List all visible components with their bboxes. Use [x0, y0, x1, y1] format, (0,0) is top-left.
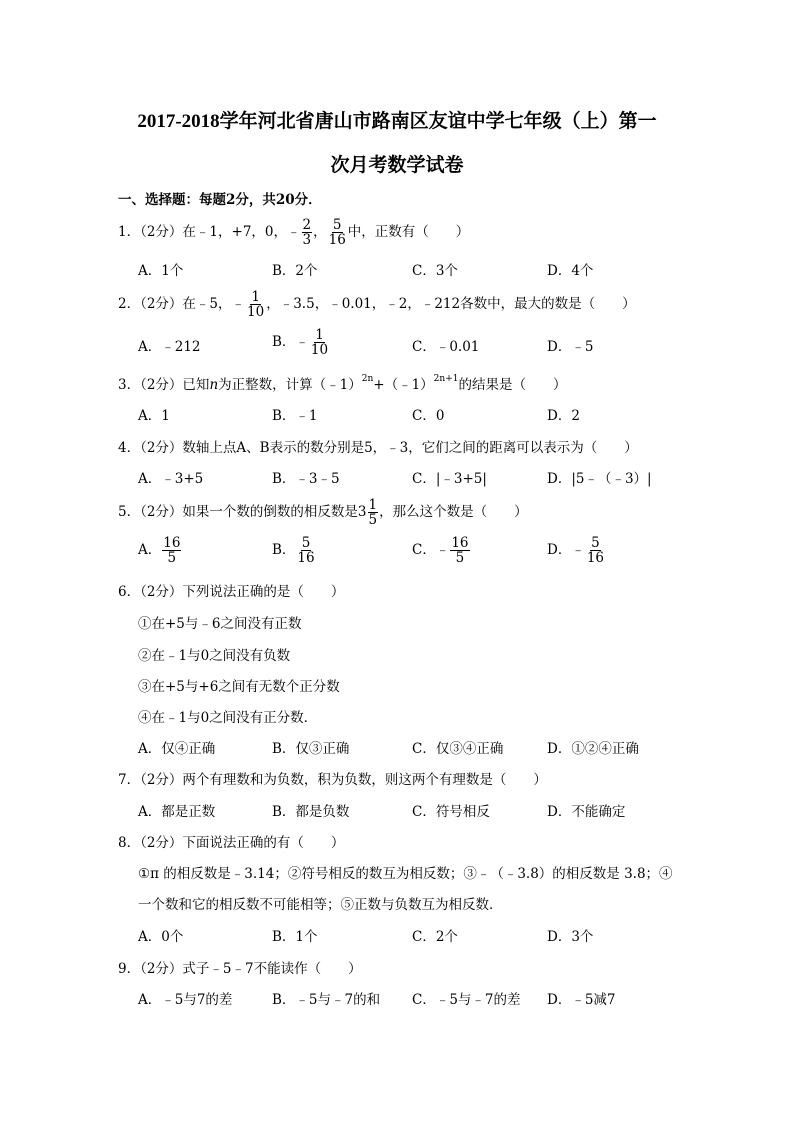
exam-title-line1: 2017-2018学年河北省唐山市路南区友谊中学七年级（上）第一	[137, 111, 657, 132]
q2-option-b	[272, 328, 330, 357]
q2-frac-denominator: 10	[247, 304, 265, 321]
q5-option-a-fraction	[162, 536, 181, 565]
q1-text-before: 1．（2分）在﹣1，+7，0，	[118, 224, 288, 241]
question-2	[118, 290, 636, 319]
question-9: 9．（2分）式子﹣5﹣7不能读作（ ）	[118, 961, 362, 977]
q2-option-c: C．﹣0.01	[412, 339, 480, 355]
q2-option-b-denominator: 10	[310, 342, 329, 359]
q5-option-d-prefix: D．﹣	[547, 542, 585, 559]
question-5	[118, 498, 528, 527]
q5-option-a	[138, 536, 182, 565]
q1-option-c: C．3个	[412, 263, 458, 279]
q5-mixed-denominator: 5	[368, 512, 378, 529]
q3-text-part2: 为正整数，计算（﹣1）	[218, 377, 362, 393]
q5-option-c-denominator: 5	[455, 550, 465, 567]
q3-exponent-1: 2n	[361, 374, 374, 384]
q1-text-after: 中，正数有（ ）	[347, 224, 470, 241]
q5-option-b-denominator: 16	[297, 550, 315, 567]
q2-option-b-fraction	[310, 328, 329, 357]
question-6: 6．（2分）下列说法正确的是（ ）	[118, 584, 345, 600]
q8-statements-line1: ①π 的相反数是﹣3.14；②符号相反的数互为相反数；③﹣（﹣3.8）的相反数是 3.8；④	[138, 866, 673, 882]
q5-option-b-fraction	[296, 536, 315, 565]
q5-option-d-numerator: 5	[591, 535, 600, 551]
q6-statement-2: ②在﹣1与0之间没有负数	[138, 648, 291, 664]
q5-option-d-fraction	[586, 536, 605, 565]
q9-option-a: A．﹣5与7的差	[138, 992, 233, 1008]
q8-option-b: B．1个	[272, 929, 318, 945]
q2-text-before: 2．（2分）在﹣5，﹣	[118, 296, 246, 313]
section-heading: 一、选择题：每题2分，共20分．	[118, 192, 322, 208]
q7-option-c: C．符号相反	[412, 804, 490, 820]
q5-option-b-prefix: B．	[272, 542, 296, 559]
q7-option-a: A．都是正数	[138, 804, 216, 820]
q5-option-a-prefix: A．	[138, 542, 162, 559]
q8-option-c: C．2个	[412, 929, 458, 945]
exam-title-line2: 次月考数学试卷	[330, 155, 464, 176]
q5-mixed-fraction	[368, 498, 379, 527]
q1-frac2-denominator: 16	[328, 232, 346, 249]
q5-option-d-denominator: 16	[586, 550, 605, 567]
q2-frac-numerator: 1	[251, 289, 260, 305]
q1-separator: ，	[313, 224, 327, 241]
q2-fraction	[246, 290, 265, 319]
q5-option-a-denominator: 5	[167, 550, 177, 567]
q4-option-d: D．|5﹣（﹣3）|	[547, 471, 652, 487]
q3-variable: n	[209, 377, 219, 393]
q5-text-after: ，那么这个数是（ ）	[379, 504, 528, 521]
q6-statement-4: ④在﹣1与0之间没有正分数．	[138, 710, 318, 726]
question-1	[118, 218, 469, 247]
q1-option-d: D．4个	[547, 263, 594, 279]
q3-text-part3: +（﹣1）	[373, 377, 434, 393]
q1-option-b: B．2个	[272, 263, 318, 279]
q5-option-c-prefix: C．﹣	[412, 542, 450, 559]
q5-option-c-numerator: 16	[451, 535, 469, 551]
q4-option-c: C．|﹣3+5|	[412, 471, 487, 487]
q2-option-b-prefix: B．﹣	[272, 334, 309, 351]
q8-option-d: D．3个	[547, 929, 594, 945]
q3-exponent-2: 2n+1	[433, 374, 459, 384]
q5-mixed-numerator: 1	[368, 497, 378, 513]
q6-option-b: B．仅③正确	[272, 741, 350, 757]
q1-fraction-1	[302, 218, 313, 247]
q8-option-a: A．0个	[138, 929, 184, 945]
q7-option-d: D．不能确定	[547, 804, 626, 820]
q7-option-b: B．都是负数	[272, 804, 350, 820]
q5-option-a-numerator: 16	[163, 535, 181, 551]
q8-statements-line2: 一个数和它的相反数不可能相等；⑤正数与负数互为相反数．	[138, 897, 503, 913]
q6-option-c: C．仅③④正确	[412, 741, 504, 757]
q5-option-d	[547, 536, 606, 565]
question-3	[118, 373, 566, 393]
q1-fraction-2	[328, 218, 347, 247]
q9-option-d: D．﹣5减7	[547, 992, 616, 1008]
q9-option-c: C．﹣5与﹣7的差	[412, 992, 521, 1008]
q3-text-part1: 3．（2分）已知	[118, 377, 210, 393]
q5-option-c-fraction	[450, 536, 469, 565]
q5-option-b-numerator: 5	[301, 535, 311, 551]
q1-frac1-denominator: 3	[302, 232, 312, 249]
q3-text-part4: 的结果是（ ）	[458, 377, 567, 393]
q2-text-after: ，﹣3.5，﹣0.01，﹣2，﹣212各数中，最大的数是（ ）	[266, 296, 636, 313]
q6-statement-1: ①在+5与﹣6之间没有正数	[138, 616, 302, 632]
q5-option-b	[272, 536, 317, 565]
question-4: 4．（2分）数轴上点A、B表示的数分别是5，﹣3，它们之间的距离可以表示为（ ）	[118, 440, 638, 456]
q5-text-before: 5．（2分）如果一个数的倒数的相反数是3	[118, 504, 367, 521]
q2-option-d: D．﹣5	[547, 339, 594, 355]
q4-option-a: A．﹣3+5	[138, 471, 204, 487]
question-7: 7．（2分）两个有理数和为负数，积为负数，则这两个有理数是（ ）	[118, 772, 547, 788]
q2-option-a: A．﹣212	[138, 339, 201, 355]
q5-option-c	[412, 536, 471, 565]
q6-statement-3: ③在+5与+6之间有无数个正分数	[138, 679, 340, 695]
q6-option-d: D．①②④正确	[547, 741, 639, 757]
q3-option-d: D．2	[547, 408, 580, 424]
q9-option-b: B．﹣5与﹣7的和	[272, 992, 381, 1008]
q3-option-b: B．﹣1	[272, 408, 318, 424]
q1-frac1-numerator: 2	[302, 217, 312, 233]
q3-option-a: A．1	[138, 408, 170, 424]
q6-option-a: A．仅④正确	[138, 741, 216, 757]
q3-option-c: C．0	[412, 408, 445, 424]
q4-option-b: B．﹣3﹣5	[272, 471, 340, 487]
q1-option-a: A．1个	[138, 263, 184, 279]
q1-frac2-numerator: 5	[332, 217, 342, 233]
q1-frac1-sign: ﹣	[287, 224, 301, 241]
question-8: 8．（2分）下面说法正确的有（ ）	[118, 835, 345, 851]
q2-option-b-numerator: 1	[315, 327, 324, 343]
